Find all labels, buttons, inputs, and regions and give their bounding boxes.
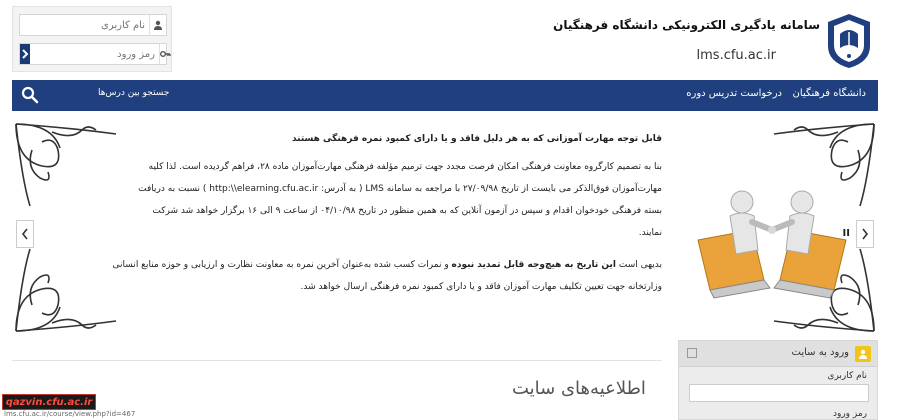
login-block (678, 340, 878, 420)
announcement-line: مهارت‌آموزان فوق‌الذکر می بایست از تاریخ ۲۷/۰۹/۹۸ با مراجعه به سامانه LMS ( به آدرس: http:\\elearning.cfu.ac.ir ) نسبت به دریافت (138, 184, 662, 194)
nav-item-teaching-request[interactable]: درخواست تدریس دوره (686, 88, 782, 99)
announcement-note-line2: وزارتخانه جهت تعیین تکلیف مهارت آموزان فاقد و یا دارای کمبود نمره فرهنگی ارسال خواهد شد. (300, 282, 662, 292)
announcement-line: بسته فرهنگی خودخوان اقدام و سپس در آزمون آنلاین که به همین منظور در تاریخ ۰۴/۱۰/۹۸ از ساعت ۹ الی ۱۶ برگزار خواهد شد شرکت (152, 206, 662, 216)
announcement-text (112, 134, 662, 298)
announcement-line: نمایند. (638, 228, 662, 238)
content-divider (12, 360, 662, 361)
chevron-left-icon (21, 228, 29, 240)
password-row (19, 43, 167, 65)
username-input[interactable] (20, 15, 149, 35)
handshake-laptops-illustration (692, 170, 852, 300)
slider-prev-button[interactable] (16, 220, 34, 248)
password-input[interactable] (30, 44, 159, 64)
block-settings-icon[interactable] (687, 348, 697, 358)
university-logo-icon (824, 12, 874, 70)
announcement-note (112, 254, 662, 276)
page-header (0, 0, 900, 80)
site-watermark-badge: qazvin.cfu.ac.ir (2, 394, 96, 410)
user-icon (855, 346, 871, 362)
announcement-slider (12, 120, 878, 335)
site-url: lms.cfu.ac.ir (696, 48, 776, 63)
announcement-line: بنا به تصمیم کارگروه معاونت فرهنگی امکان فرصت مجدد جهت ترمیم مؤلفه فرهنگی مهارت‌آموزان ماده ۲۸، فراهم گردیده است. لذا کلیه (148, 162, 662, 172)
corner-ornament-icon (12, 245, 122, 335)
site-announcements-title: اطلاعیه‌های سایت (512, 378, 646, 399)
login-password-label: رمز ورود (832, 409, 867, 419)
course-search-label[interactable]: جستجو بین درس‌ها (98, 88, 170, 98)
slider-next-button[interactable] (856, 220, 874, 248)
login-username-label: نام کاربری (827, 371, 867, 381)
username-row (19, 14, 167, 36)
announcement-heading: قابل توجه مهارت آموزانی که به هر دلیل فاقد و یا دارای کمبود نمره فرهنگی هستند (291, 134, 662, 144)
corner-ornament-icon (12, 120, 122, 210)
header-login-box (12, 6, 172, 72)
note-bold: این تاریخ به هیچ‌وجه قابل تمدید نبوده (451, 260, 616, 270)
nav-item-university[interactable]: دانشگاه فرهنگیان (792, 88, 866, 99)
main-navbar (12, 80, 878, 111)
login-block-title: ورود به سایت (791, 347, 849, 358)
slider-pause-button[interactable]: II (842, 228, 850, 239)
login-submit-button[interactable] (20, 44, 30, 64)
note-rest: و نمرات کسب شده به‌عنوان آخرین نمره به معاونت نظارت و ارزیابی و حوزه منابع انسانی (112, 260, 449, 270)
chevron-right-icon (20, 49, 30, 59)
login-username-input[interactable] (689, 384, 869, 402)
login-block-header (679, 341, 877, 367)
status-bar-url: lms.cfu.ac.ir/course/view.php?id=467 (4, 410, 136, 418)
user-icon (149, 15, 166, 35)
search-icon[interactable] (20, 85, 40, 105)
chevron-right-icon (861, 228, 869, 240)
key-icon (159, 44, 171, 64)
note-prefix: بدیهی است (618, 260, 662, 270)
site-title: سامانه یادگیری الکترونیکی دانشگاه فرهنگیان (553, 18, 820, 32)
